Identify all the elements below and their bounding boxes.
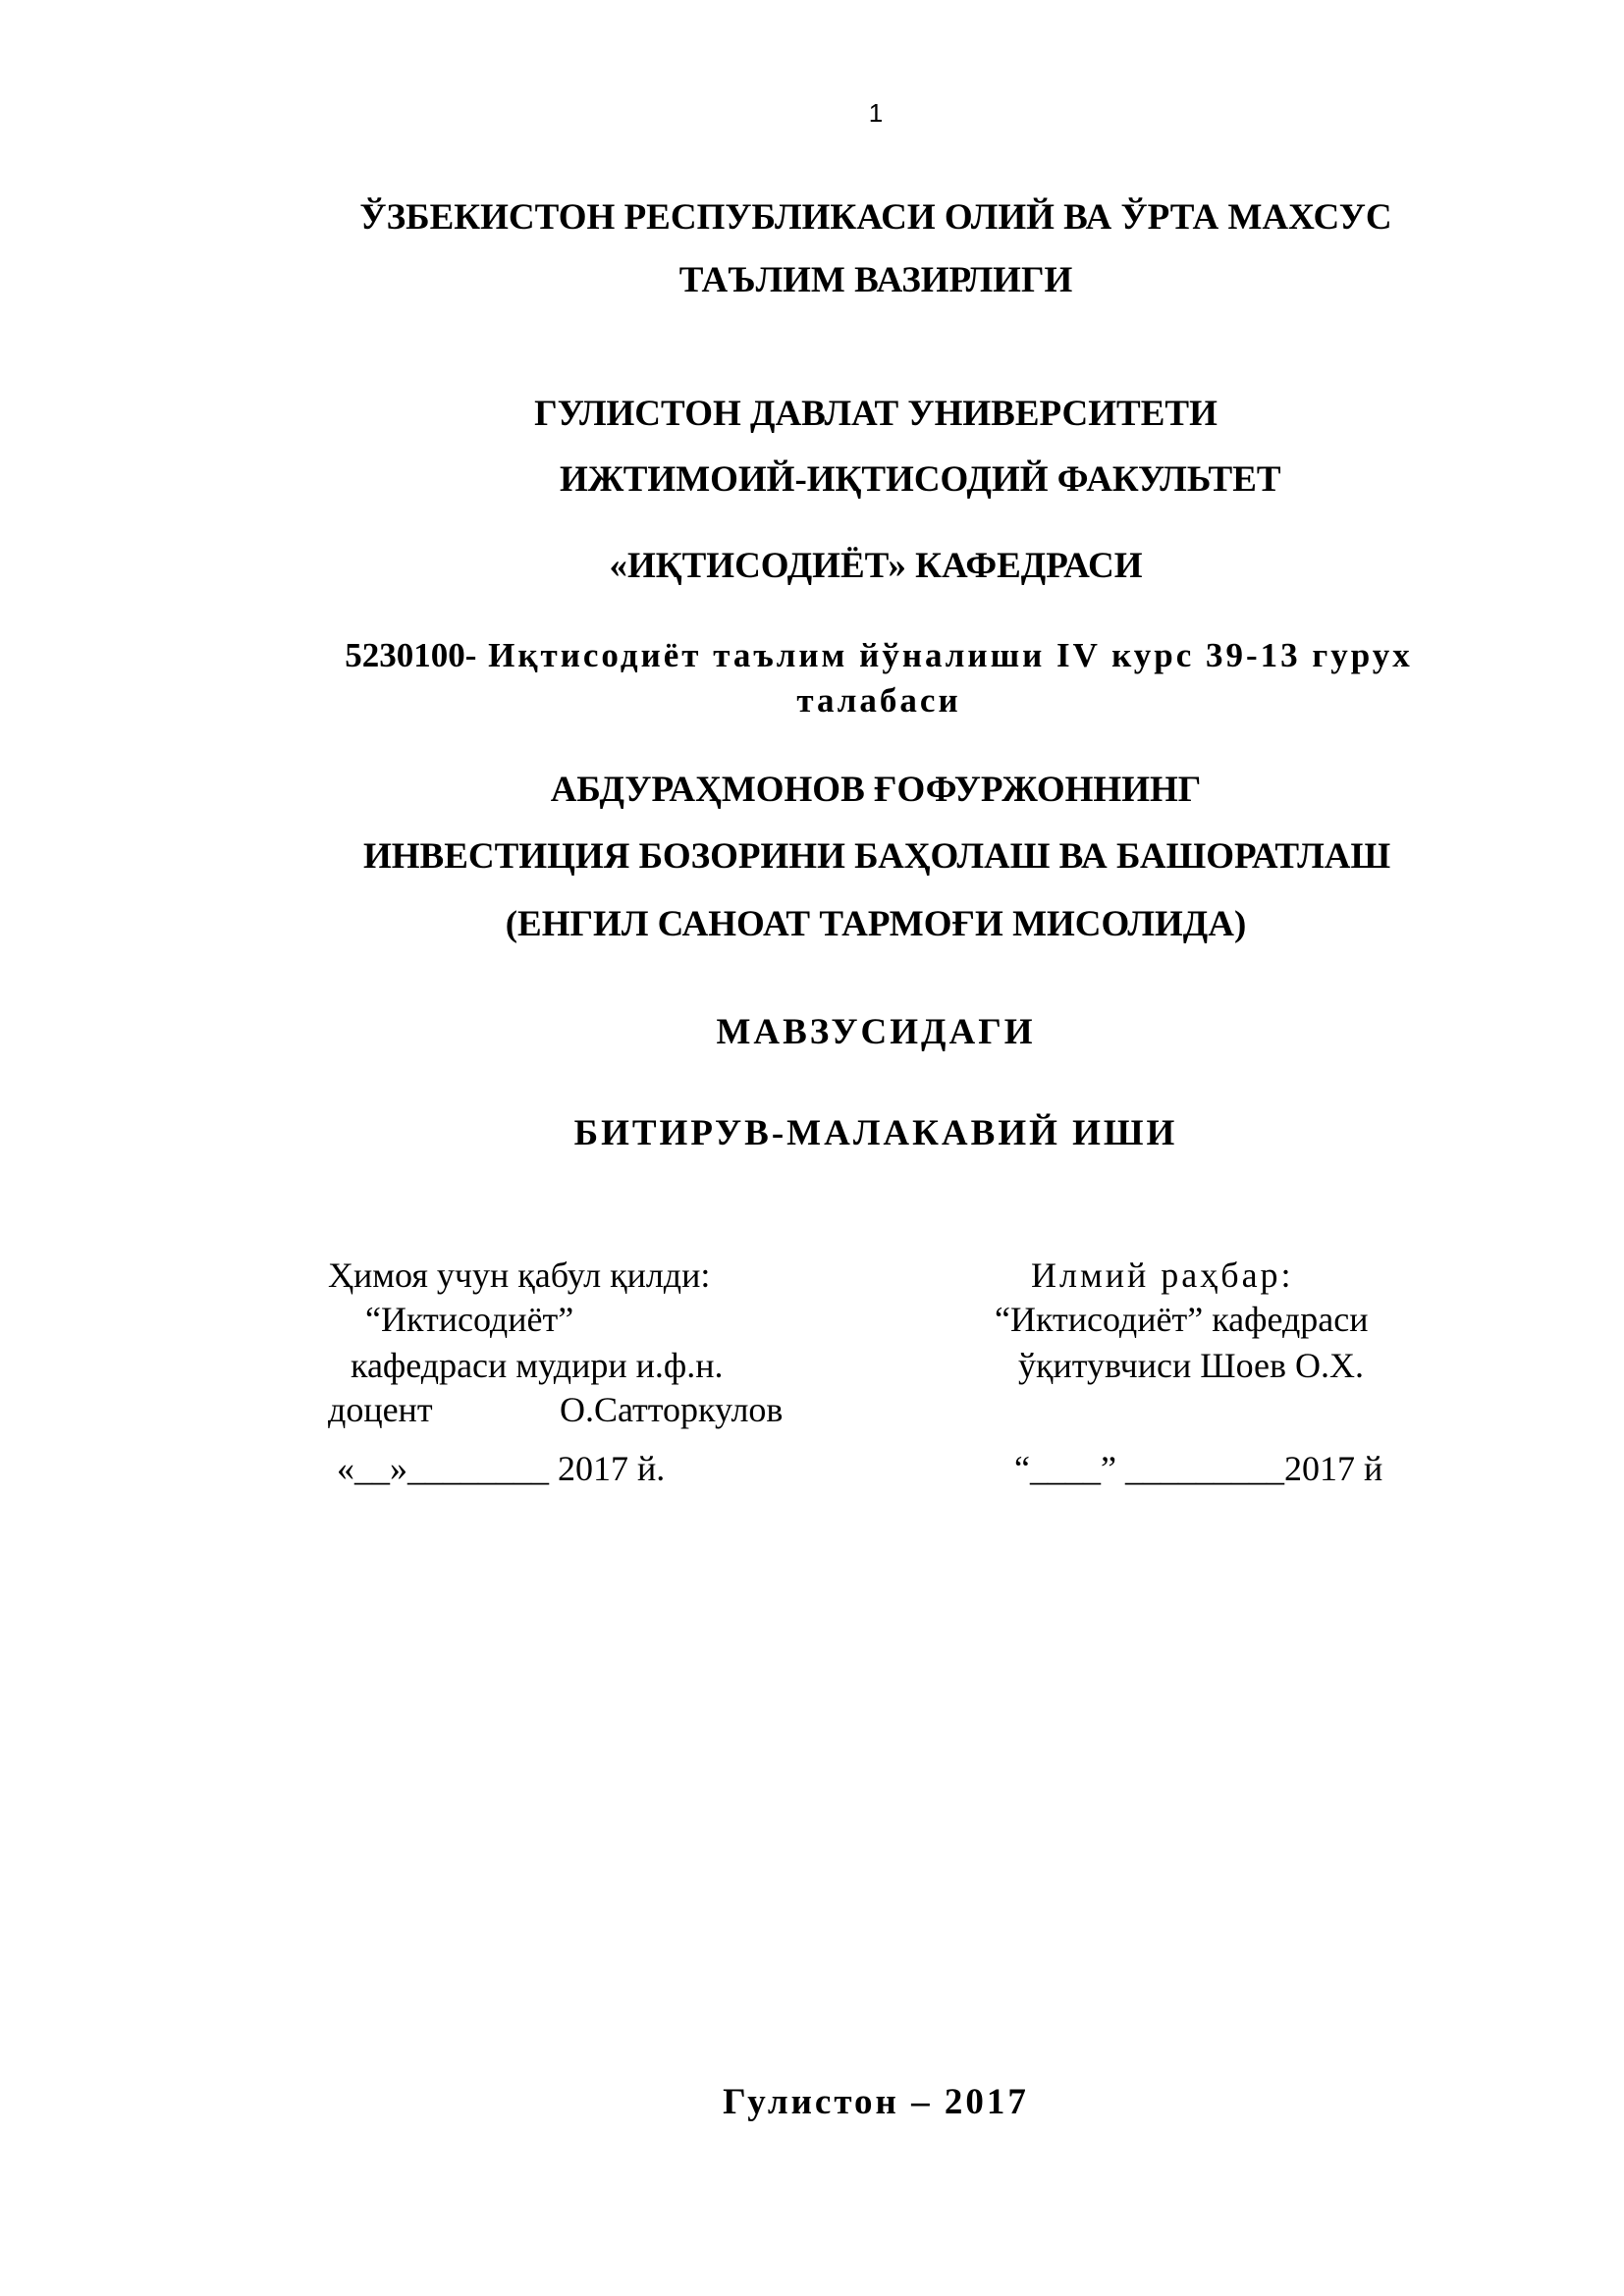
approval-line1: Ҳимоя учун қабул қилди: xyxy=(328,1255,711,1295)
advisor-line1: Илмий раҳбар: xyxy=(1031,1255,1294,1295)
program-text: Иқтисодиёт таълим йўналиши IV курс 39-13 гурух xyxy=(476,636,1413,674)
work-type: БИТИРУВ-МАЛАКАВИЙ ИШИ xyxy=(573,1113,1178,1153)
program-line2: талабаси xyxy=(796,681,961,720)
approval-line3: кафедраси мудири и.ф.н. xyxy=(351,1346,724,1385)
page-number: 1 xyxy=(868,98,884,128)
student-name: АБДУРАҲМОНОВ ҒОФУРЖОННИНГ xyxy=(550,770,1202,810)
faculty-name: ИЖТИМОИЙ-ИҚТИСОДИЙ ФАКУЛЬТЕТ xyxy=(560,459,1281,500)
approval-line4-right: О.Сатторкулов xyxy=(560,1390,784,1429)
ministry-title-line2: ТАЪЛИМ ВАЗИРЛИГИ xyxy=(678,260,1073,300)
university-name: ГУЛИСТОН ДАВЛАТ УНИВЕРСИТЕТИ xyxy=(534,394,1218,434)
approval-date: «__»________ 2017 й. xyxy=(337,1449,666,1488)
advisor-line3: ўқитувчиси Шоев О.Х. xyxy=(1018,1346,1364,1385)
ministry-title-line1: ЎЗБЕКИСТОН РЕСПУБЛИКАСИ ОЛИЙ ВА ЎРТА МАХСУС xyxy=(359,197,1392,238)
department-name: «ИҚТИСОДИЁТ» КАФЕДРАСИ xyxy=(609,546,1143,586)
study-program xyxy=(285,633,1473,723)
approval-line2: “Иктисодиёт” xyxy=(365,1300,574,1339)
topic-line1: ИНВЕСТИЦИЯ БОЗОРИНИ БАҲОЛАШ ВА БАШОРАТЛАШ xyxy=(363,836,1391,877)
topic-line2: (ЕНГИЛ САНОАТ ТАРМОҒИ МИСОЛИДА) xyxy=(505,904,1247,944)
approval-line4-left: доцент xyxy=(328,1390,433,1429)
footer-city-year: Гулистон – 2017 xyxy=(723,2082,1029,2122)
advisor-line2: “Иктисодиёт” кафедраси xyxy=(995,1300,1369,1339)
subject-label: МАВЗУСИДАГИ xyxy=(716,1012,1036,1052)
advisor-date: “____” _________2017 й xyxy=(1014,1449,1383,1488)
program-code: 5230100- xyxy=(345,636,477,674)
